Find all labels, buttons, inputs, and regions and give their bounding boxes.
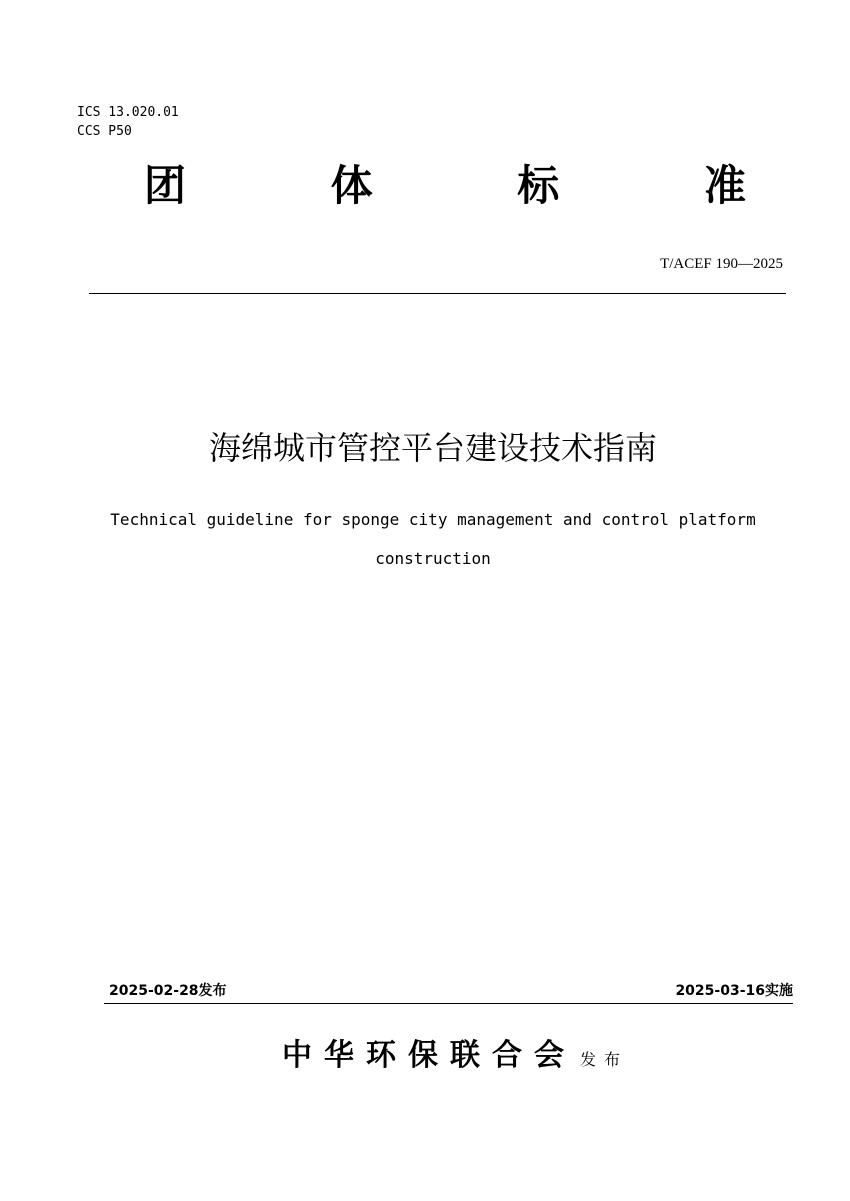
- document-type-char: 团: [143, 161, 186, 210]
- implement-date: 2025-03-16实施: [675, 983, 793, 999]
- document-type-heading: [120, 160, 770, 212]
- issuer-line: [0, 1030, 850, 1074]
- title-english: [60, 500, 806, 578]
- title-english-line: Technical guideline for sponge city management and control platform: [110, 510, 756, 529]
- issuer-name: 中华环保联合会: [281, 1039, 576, 1072]
- document-type-char: 标: [517, 161, 560, 210]
- title-english-line: construction: [375, 549, 491, 568]
- top-divider: [89, 293, 786, 294]
- title-chinese: 海绵城市管控平台建设技术指南: [208, 429, 657, 467]
- issuer-suffix: 发布: [579, 1052, 628, 1069]
- classification-codes: [77, 103, 179, 141]
- ics-code: ICS 13.020.01: [77, 105, 179, 120]
- bottom-divider: [104, 1003, 793, 1004]
- document-type-char: 体: [330, 161, 373, 210]
- ccs-code: CCS P50: [77, 124, 132, 139]
- publish-date: 2025-02-28发布: [109, 983, 227, 999]
- document-type-char: 准: [703, 161, 746, 210]
- standard-number: T/ACEF 190—2025: [660, 256, 783, 272]
